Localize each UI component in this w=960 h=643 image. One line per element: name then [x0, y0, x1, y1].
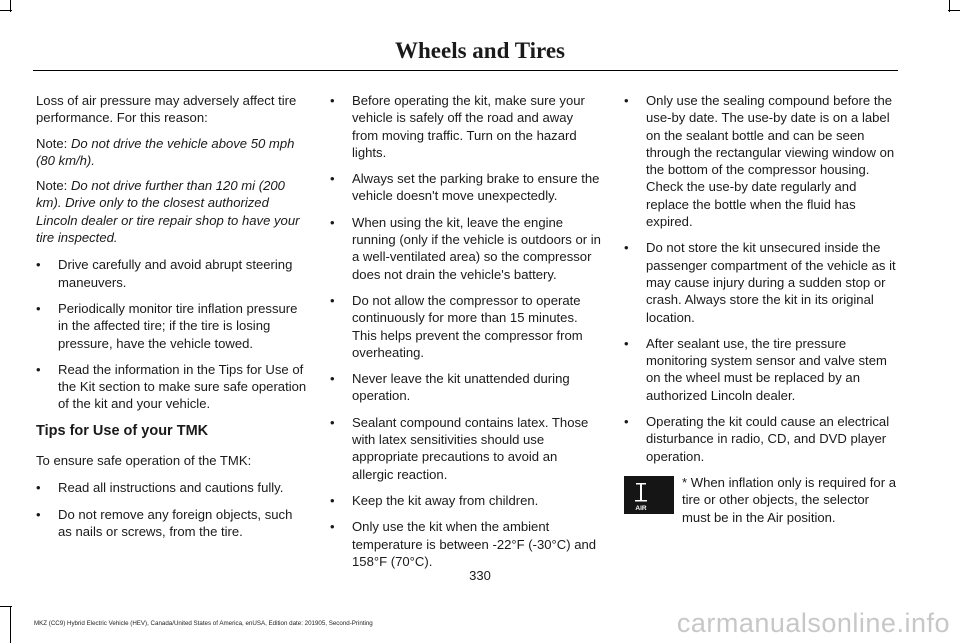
list-item: • Do not allow the compressor to operate continuously for more than 15 minutes. This helps prevent the compressor from overheating. — [330, 292, 583, 360]
list-item-text: Read all instructions and cautions fully. — [58, 480, 284, 496]
list-item-text: Only use the kit when the ambient temperature is between -22°F (-30°C) and 158°F (70°C). — [352, 519, 597, 569]
list-item-text: Always set the parking brake to ensure the vehicle doesn't move unexpectedly. — [352, 171, 600, 204]
page-number: 330 — [469, 568, 491, 583]
list-item-text: Drive carefully and avoid abrupt steering maneuvers. — [58, 257, 293, 290]
list-item: • Only use the sealing compound before the use-by date. The use-by date is on a label on the sealant bottle and can be seen through the rectangular viewing window on the bottom of the compressor housing. Check the use-by date regularly and replace the bottle when the fluid has expired. — [624, 93, 895, 230]
footer-edition-text: MKZ (CC9) Hybrid Electric Vehicle (HEV), Canada/United States of America, enUSA, Edition date: 201905, Second-Printing — [34, 620, 373, 627]
list-item: • Sealant compound contains latex. Those with latex sensitivities should use appropriate precautions to avoid an allergic reaction. — [330, 414, 589, 482]
intro-paragraph: Loss of air pressure may adversely affect tire performance. For this reason: — [36, 93, 297, 126]
list-item-text: Before operating the kit, make sure your vehicle is safely off the road and away from moving traffic. Turn on the hazard lights. — [352, 93, 585, 160]
list-item-text: Sealant compound contains latex. Those with latex sensitivities should use appropriate precautions to avoid an allergic reaction. — [352, 414, 589, 482]
crop-mark-bottom-left-v — [10, 606, 11, 643]
note-label: Note: — [36, 135, 68, 151]
list-item: • Periodically monitor tire inflation pressure in the affected tire; if the tire is losing pressure, have the vehicle towed. — [36, 300, 298, 351]
header-divider — [33, 70, 898, 71]
note-text: Do not drive the vehicle above 50 mph (80 km/h). — [36, 135, 295, 168]
list-item-text: After sealant use, the tire pressure monitoring system sensor and valve stem on the wheel must be replaced by an authorized Lincoln dealer. — [646, 335, 887, 403]
bullet-list — [330, 92, 602, 570]
note-2 — [36, 177, 308, 246]
crop-mark-top-right-h — [948, 10, 960, 11]
crop-mark-bottom-left-h — [0, 606, 12, 607]
list-item: • Drive carefully and avoid abrupt steering maneuvers. — [36, 257, 293, 290]
list-item-text: Periodically monitor tire inflation pressure in the affected tire; if the tire is losing pressure, have the vehicle towed. — [58, 300, 298, 351]
column-2 — [330, 92, 602, 579]
bullet-list — [624, 92, 896, 465]
section-heading: Tips for Use of your TMK — [36, 422, 209, 439]
air-selector-figure — [624, 474, 896, 554]
section-intro: To ensure safe operation of the TMK: — [36, 453, 252, 469]
list-item: • Read the information in the Tips for Use of the Kit section to make sure safe operation of the kit and your vehicle. — [36, 361, 307, 412]
note-label: Note: — [36, 178, 68, 194]
list-item: • When using the kit, leave the engine running (only if the vehicle is outdoors or in a well-ventilated area) so the compressor does not drain the vehicle's battery. — [330, 214, 601, 282]
list-item: • After sealant use, the tire pressure monitoring system sensor and valve stem on the wheel must be replaced by an authorized Lincoln dealer. — [624, 335, 887, 403]
list-item: • Do not store the kit unsecured inside the passenger compartment of the vehicle as it may cause injury during a sudden stop or crash. Always store the kit in its original location. — [624, 240, 896, 325]
air-icon-label: AIR — [635, 504, 647, 512]
list-item-text: Only use the sealing compound before the use-by date. The use-by date is on a label on the sealant bottle and can be seen through the rectangular viewing window on the bottom of the compressor housing. Check the use-by date regularly and replace the bottle when the fluid has expired. — [646, 93, 895, 230]
page-title: Wheels and Tires — [395, 38, 565, 63]
figure-caption: * When inflation only is required for a tire or other objects, the selector must be in the Air position. — [682, 474, 896, 525]
list-item: • Operating the kit could cause an electrical disturbance in radio, CD, and DVD player operation. — [624, 414, 890, 464]
note-1 — [36, 135, 308, 170]
list-item: • Keep the kit away from children. — [330, 492, 539, 508]
list-item-text: Operating the kit could cause an electrical disturbance in radio, CD, and DVD player operation. — [646, 414, 890, 464]
watermark: carmanualsonline.info — [676, 608, 950, 638]
list-item-text: Read the information in the Tips for Use of the Kit section to make sure safe operation of the kit and your vehicle. — [58, 361, 307, 412]
list-item-text: When using the kit, leave the engine running (only if the vehicle is outdoors or in a well-ventilated area) so the compressor does not drain the vehicle's battery. — [352, 214, 601, 282]
list-item-text: Do not store the kit unsecured inside the passenger compartment of the vehicle as it may cause injury during a sudden stop or crash. Always store the kit in its original location. — [646, 240, 896, 325]
column-1 — [36, 92, 308, 549]
list-item-text: Never leave the kit unattended during operation. — [352, 371, 570, 404]
bullet-list — [36, 256, 308, 412]
list-item-text: Do not remove any foreign objects, such as nails or screws, from the tire. — [58, 506, 293, 539]
list-item: • Read all instructions and cautions fully. — [36, 480, 284, 496]
air-selector-icon — [624, 476, 674, 514]
bullet-list — [36, 479, 308, 540]
list-item: • Only use the kit when the ambient temperature is between -22°F (-30°C) and 158°F (70°C). — [330, 519, 597, 569]
list-item-text: Keep the kit away from children. — [352, 492, 539, 508]
list-item: • Always set the parking brake to ensure the vehicle doesn't move unexpectedly. — [330, 171, 600, 204]
list-item-text: Do not allow the compressor to operate continuously for more than 15 minutes. This helps prevent the compressor from overheating. — [352, 292, 583, 360]
list-item: • Before operating the kit, make sure your vehicle is safely off the road and away from moving traffic. Turn on the hazard lights. — [330, 93, 585, 160]
crop-mark-top-left-h — [0, 10, 12, 11]
column-3 — [624, 92, 896, 554]
note-text: Do not drive further than 120 mi (200 km). Drive only to the closest authorized Lincoln dealer or tire repair shop to have your tire inspected. — [36, 178, 300, 246]
list-item: • Never leave the kit unattended during operation. — [330, 371, 570, 404]
list-item: • Do not remove any foreign objects, such as nails or screws, from the tire. — [36, 506, 293, 539]
